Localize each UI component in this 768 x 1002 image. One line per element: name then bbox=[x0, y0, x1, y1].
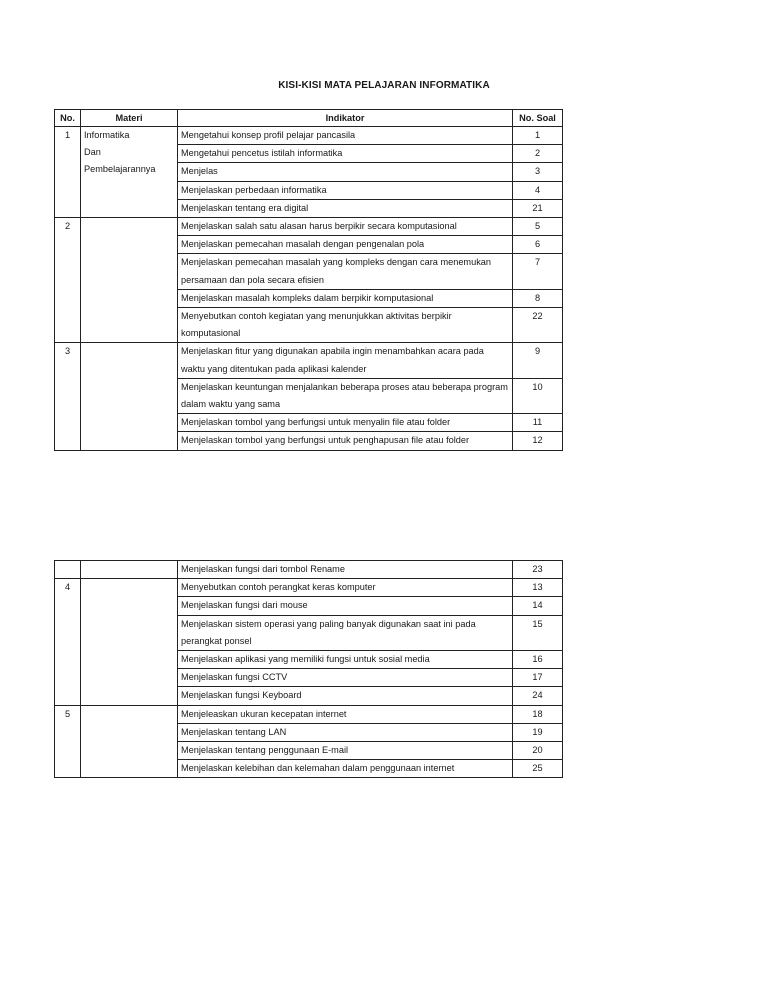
cell-materi bbox=[81, 561, 178, 579]
cell-indikator: Menjelaskan perbedaan informatika bbox=[178, 181, 513, 199]
header-no-soal: No. Soal bbox=[513, 110, 563, 127]
kisi-table-page-1 bbox=[54, 109, 563, 451]
cell-materi bbox=[81, 343, 178, 450]
document-title: KISI-KISI MATA PELAJARAN INFORMATIKA bbox=[278, 80, 490, 91]
cell-no-soal: 19 bbox=[513, 723, 563, 741]
cell-indikator: Menjelaskan aplikasi yang memiliki fungsi untuk sosial media bbox=[178, 651, 513, 669]
cell-indikator: Menjelaskan tombol yang berfungsi untuk penghapusan file atau folder bbox=[178, 432, 513, 450]
cell-no-soal: 24 bbox=[513, 687, 563, 705]
cell-indikator: Menjelaskan kelebihan dan kelemahan dalam penggunaan internet bbox=[178, 760, 513, 778]
cell-indikator: Menjelaskan fungsi dari tombol Rename bbox=[178, 561, 513, 579]
cell-indikator: Menjeleaskan ukuran kecepatan internet bbox=[178, 705, 513, 723]
cell-no: 2 bbox=[55, 218, 81, 343]
cell-no-soal: 17 bbox=[513, 669, 563, 687]
cell-no-soal: 6 bbox=[513, 236, 563, 254]
cell-indikator: Menjelaskan fungsi CCTV bbox=[178, 669, 513, 687]
cell-no-soal: 3 bbox=[513, 163, 563, 181]
cell-indikator: Mengetahui konsep profil pelajar pancasila bbox=[178, 127, 513, 145]
cell-indikator: Menjelaskan tentang LAN bbox=[178, 723, 513, 741]
cell-indikator: Menjelaskan pemecahan masalah yang kompleks dengan cara menemukan persamaan dan pola secara efisien bbox=[178, 254, 513, 289]
table-row bbox=[55, 343, 563, 378]
cell-indikator: Menjelaskan tentang penggunaan E-mail bbox=[178, 742, 513, 760]
materi-line: Informatika bbox=[84, 130, 130, 140]
table-row bbox=[55, 705, 563, 723]
cell-indikator: Mengetahui pencetus istilah informatika bbox=[178, 145, 513, 163]
cell-indikator: Menjelaskan fungsi Keyboard bbox=[178, 687, 513, 705]
cell-no-soal: 23 bbox=[513, 561, 563, 579]
cell-no-soal: 20 bbox=[513, 742, 563, 760]
kisi-table-page-2 bbox=[54, 560, 563, 778]
cell-indikator: Menjelaskan sistem operasi yang paling banyak digunakan saat ini pada perangkat ponsel bbox=[178, 615, 513, 650]
cell-no-soal: 15 bbox=[513, 615, 563, 650]
cell-no-soal: 9 bbox=[513, 343, 563, 378]
cell-no-soal: 13 bbox=[513, 579, 563, 597]
header-materi: Materi bbox=[81, 110, 178, 127]
cell-no: 3 bbox=[55, 343, 81, 450]
table-row bbox=[55, 127, 563, 145]
cell-materi bbox=[81, 218, 178, 343]
cell-no-soal: 5 bbox=[513, 218, 563, 236]
cell-indikator: Menjelas bbox=[178, 163, 513, 181]
cell-indikator: Menjelaskan tombol yang berfungsi untuk menyalin file atau folder bbox=[178, 414, 513, 432]
table-header-row bbox=[55, 110, 563, 127]
header-indikator: Indikator bbox=[178, 110, 513, 127]
table-row bbox=[55, 218, 563, 236]
cell-no bbox=[55, 561, 81, 579]
table-row bbox=[55, 579, 563, 597]
table-row bbox=[55, 561, 563, 579]
cell-no-soal: 8 bbox=[513, 289, 563, 307]
cell-no-soal: 12 bbox=[513, 432, 563, 450]
cell-indikator: Menjelaskan salah satu alasan harus berpikir secara komputasional bbox=[178, 218, 513, 236]
cell-no-soal: 14 bbox=[513, 597, 563, 615]
cell-materi bbox=[81, 127, 178, 218]
cell-no-soal: 18 bbox=[513, 705, 563, 723]
cell-no-soal: 7 bbox=[513, 254, 563, 289]
cell-no: 4 bbox=[55, 579, 81, 705]
cell-no-soal: 21 bbox=[513, 199, 563, 217]
cell-no-soal: 11 bbox=[513, 414, 563, 432]
cell-materi bbox=[81, 579, 178, 705]
header-no: No. bbox=[55, 110, 81, 127]
cell-indikator: Menjelaskan fungsi dari mouse bbox=[178, 597, 513, 615]
cell-no-soal: 1 bbox=[513, 127, 563, 145]
cell-indikator: Menjelaskan fitur yang digunakan apabila ingin menambahkan acara pada waktu yang ditentukan pada aplikasi kalender bbox=[178, 343, 513, 378]
cell-indikator: Menyebutkan contoh perangkat keras komputer bbox=[178, 579, 513, 597]
cell-no-soal: 25 bbox=[513, 760, 563, 778]
cell-no-soal: 16 bbox=[513, 651, 563, 669]
cell-indikator: Menjelaskan tentang era digital bbox=[178, 199, 513, 217]
materi-line: Pembelajarannya bbox=[84, 164, 156, 175]
cell-no: 1 bbox=[55, 127, 81, 218]
cell-no: 5 bbox=[55, 705, 81, 778]
cell-no-soal: 10 bbox=[513, 378, 563, 413]
cell-indikator: Menyebutkan contoh kegiatan yang menunjukkan aktivitas berpikir komputasional bbox=[178, 308, 513, 343]
cell-no-soal: 2 bbox=[513, 145, 563, 163]
cell-no-soal: 4 bbox=[513, 181, 563, 199]
cell-no-soal: 22 bbox=[513, 308, 563, 343]
cell-materi bbox=[81, 705, 178, 778]
cell-indikator: Menjelaskan masalah kompleks dalam berpikir komputasional bbox=[178, 289, 513, 307]
cell-indikator: Menjelaskan pemecahan masalah dengan pengenalan pola bbox=[178, 236, 513, 254]
cell-indikator: Menjelaskan keuntungan menjalankan beberapa proses atau beberapa program dalam waktu yang sama bbox=[178, 378, 513, 413]
materi-line: Dan bbox=[84, 147, 101, 158]
